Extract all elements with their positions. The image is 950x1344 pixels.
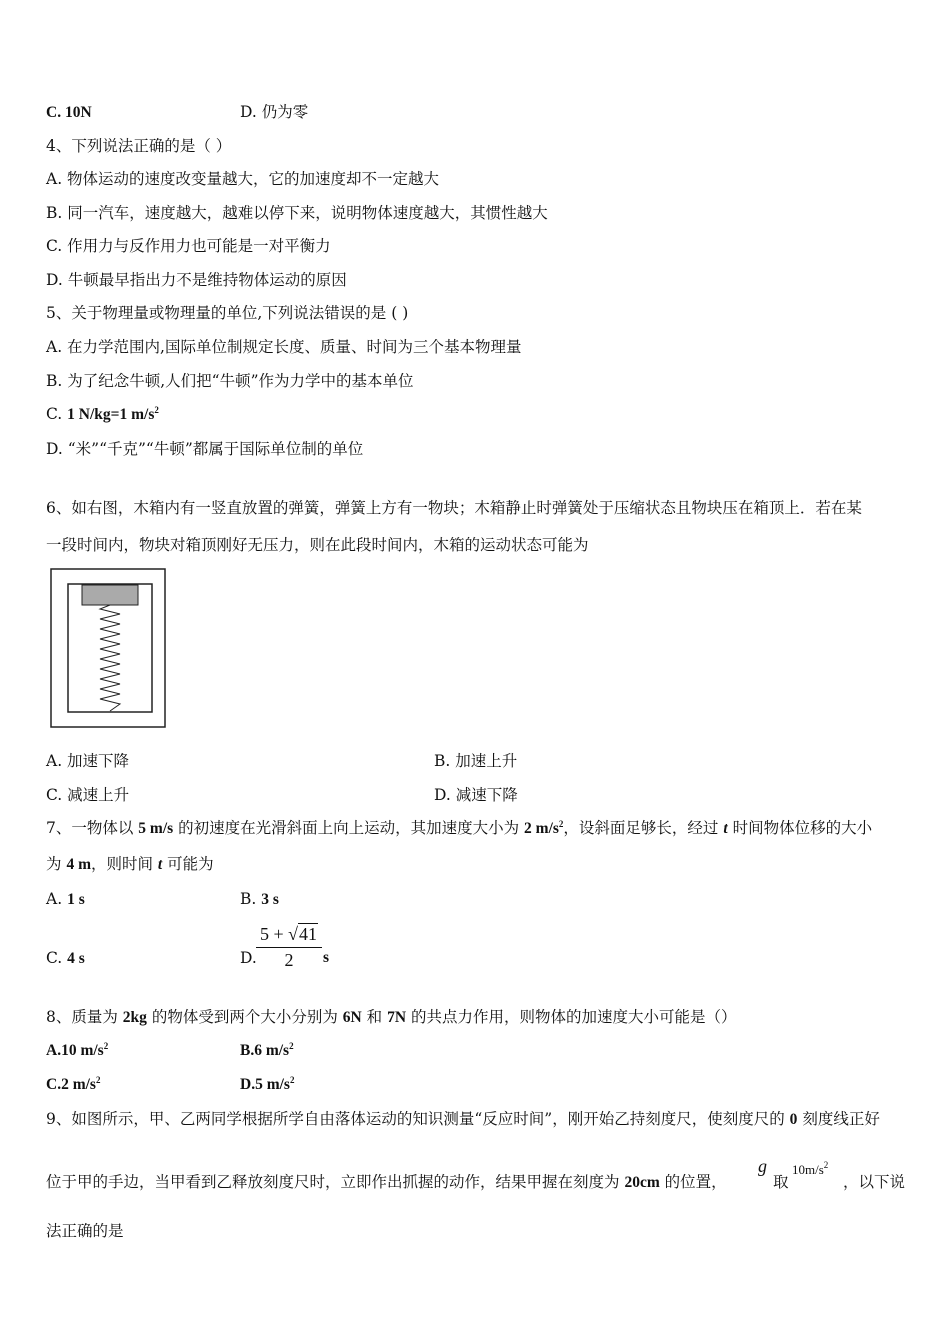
q9-stem-line2-tail: ，以下说: [843, 1173, 906, 1191]
q7-option-d-unit: s: [323, 949, 330, 966]
q6-option-c: C. 减速上升: [46, 786, 130, 804]
q4-option-b: B. 同一汽车，速度越大，越难以停下来，说明物体速度越大，其惯性越大: [46, 204, 548, 222]
q8-option-b: B.6 $m/s^2$: [240, 1041, 294, 1059]
q6-option-b: B. 加速上升: [434, 752, 518, 770]
q9-stem-line1: 9、如图所示，甲、乙两同学根据所学自由落体运动的知识测量“反应时间”，刚开始乙持刻度尺，使刻度尺的 0 刻度线正好: [46, 1110, 880, 1128]
q7-option-b: B. 3 s: [240, 890, 279, 908]
q8-stem: 8、质量为 2kg 的物体受到两个大小分别为 6N 和 7N 的共点力作用，则物体的加速度大小可能是（）: [46, 1008, 737, 1026]
q9-g-value: $10m/s^2$: [792, 1160, 829, 1177]
block: [82, 585, 138, 605]
q6-option-d: D. 减速下降: [434, 786, 518, 804]
q9-stem-line3: 法正确的是: [46, 1222, 124, 1240]
q9-stem-line2: 位于甲的手边，当甲看到乙释放刻度尺时，立即作出抓握的动作，结果甲握在刻度为 20cm 的位置，: [46, 1173, 727, 1191]
q9-g-symbol: g: [758, 1156, 767, 1176]
q5-option-a: A. 在力学范围内,国际单位制规定长度、质量、时间为三个基本物理量: [46, 338, 522, 356]
q6-stem-line2: 一段时间内，物块对箱顶刚好无压力，则在此段时间内，木箱的运动状态可能为: [46, 536, 589, 554]
q3-option-c: C. 10N: [46, 104, 92, 121]
q9-qu: 取: [773, 1173, 789, 1191]
q3-option-d: D. 仍为零: [240, 103, 309, 121]
q5-stem: 5、关于物理量或物理量的单位,下列说法错误的是 ( ): [46, 304, 409, 322]
q4-option-a: A. 物体运动的速度改变量越大，它的加速度却不一定越大: [46, 170, 440, 188]
q8-option-c: C.2 $m/s^2$: [46, 1075, 101, 1093]
q4-option-d: D. 牛顿最早指出力不是维持物体运动的原因: [46, 271, 347, 289]
q5-option-b: B. 为了纪念牛顿,人们把“牛顿”作为力学中的基本单位: [46, 372, 414, 390]
q7-option-d-label: D.: [240, 949, 257, 967]
q6-stem-line1: 6、如右图，木箱内有一竖直放置的弹簧，弹簧上方有一物块；木箱静止时弹簧处于压缩状态且物块压在箱顶上．若在某: [46, 499, 862, 517]
box-spring-figure: [50, 568, 168, 730]
spring: [100, 605, 120, 711]
q8-option-a: A.10 $m/s^2$: [46, 1041, 109, 1059]
q5-option-c: C. 1 N/kg=1 $m/s^2$: [46, 405, 159, 423]
q7-option-c: C. 4 s: [46, 949, 85, 967]
q7-stem-line2: 为 4 m，则时间 t 可能为: [46, 855, 214, 873]
q7-option-d-fraction: 5 + √41 2: [256, 924, 322, 971]
q8-option-d: D.5 $m/s^2$: [240, 1075, 295, 1093]
q4-option-c: C. 作用力与反作用力也可能是一对平衡力: [46, 237, 331, 255]
q7-stem-line1: 7、一物体以 5 m/s 的初速度在光滑斜面上向上运动，其加速度大小为 2 $m/s^2$，设斜面足够长，经过 t 时间物体位移的大小: [46, 819, 873, 837]
q6-option-a: A. 加速下降: [46, 752, 130, 770]
q7-option-a: A. 1 s: [46, 890, 85, 908]
q5-option-d: D. “米”“千克”“牛顿”都属于国际单位制的单位: [46, 440, 364, 458]
q4-stem: 4、下列说法正确的是（ ）: [46, 137, 232, 155]
